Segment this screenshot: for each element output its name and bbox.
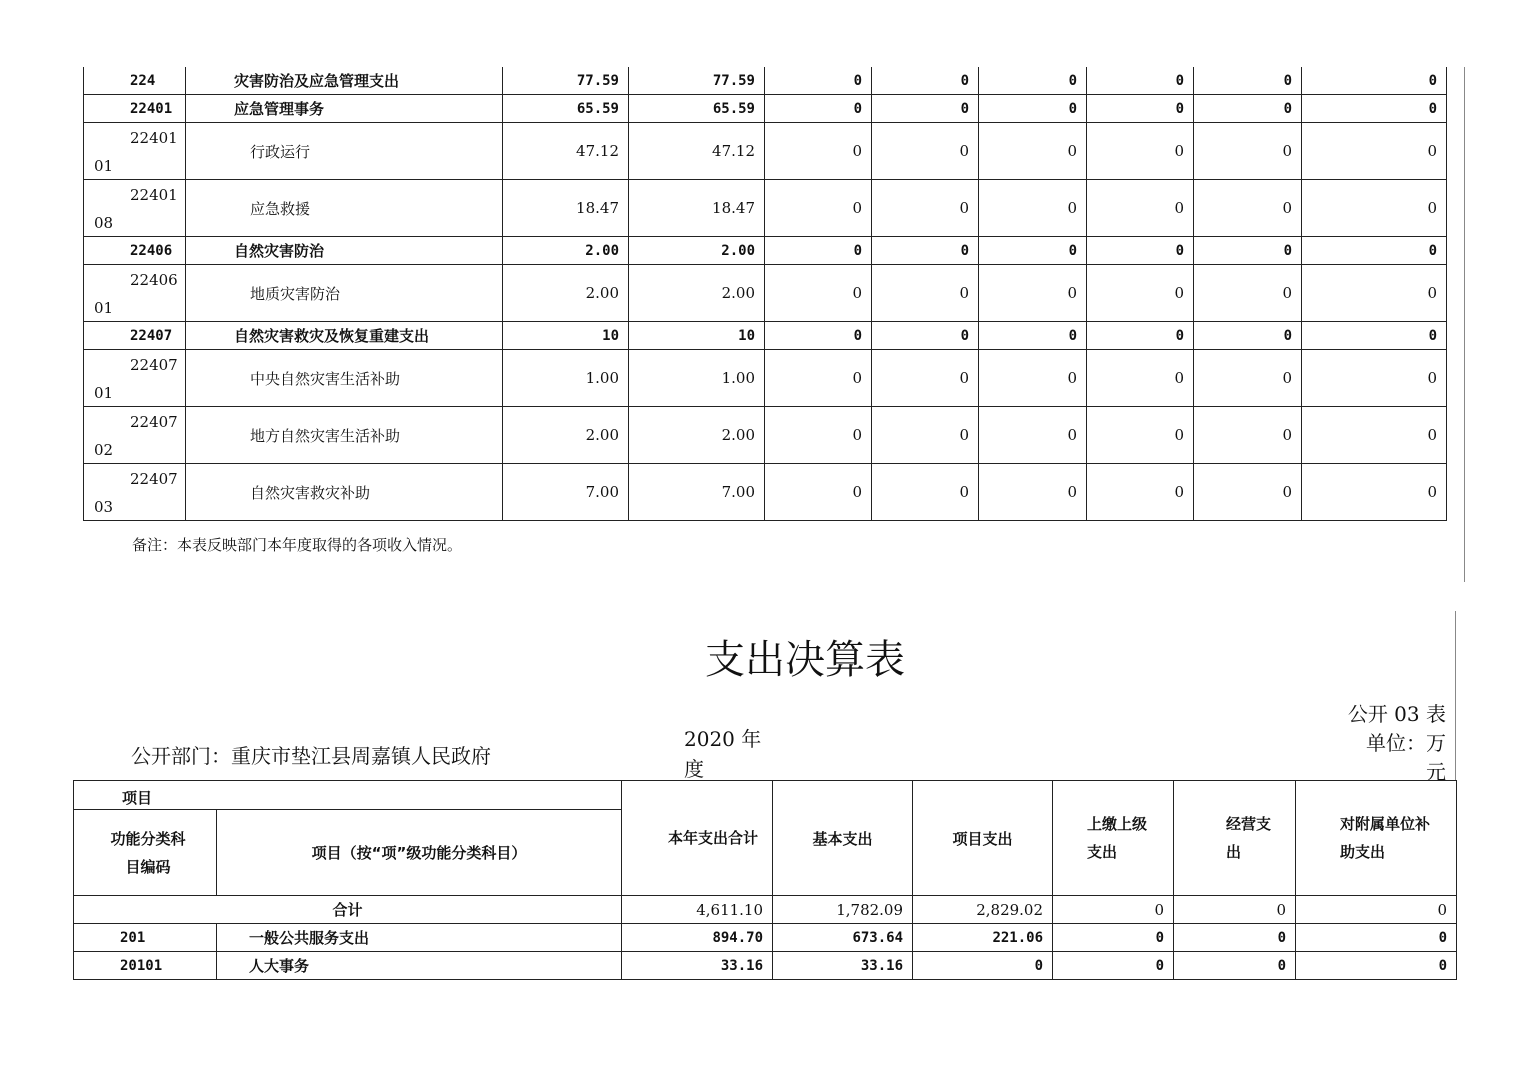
- row-value: 10: [503, 322, 629, 350]
- row-value: 0: [979, 180, 1087, 237]
- row-value: 0: [1174, 924, 1296, 952]
- row-name: 一般公共服务支出: [217, 924, 622, 952]
- row-code: [84, 407, 186, 464]
- row-value: 0: [913, 952, 1053, 980]
- row-value: 0: [1302, 350, 1447, 407]
- row-value: 2.00: [503, 265, 629, 322]
- row-code-suffix: 01: [94, 384, 114, 402]
- row-value: 0: [765, 464, 872, 521]
- row-code-suffix: 08: [94, 214, 114, 232]
- row-value: 2.00: [629, 237, 765, 265]
- header-item: 项目: [74, 781, 622, 810]
- row-name: 人大事务: [217, 952, 622, 980]
- table-row: [74, 924, 1457, 952]
- row-value: 0: [1194, 67, 1302, 95]
- row-value: 65.59: [629, 95, 765, 123]
- row-value: 0: [979, 67, 1087, 95]
- row-value: 673.64: [773, 924, 913, 952]
- row-value: 0: [1087, 95, 1194, 123]
- page-edge-line: [1464, 67, 1465, 582]
- upper-table-body: [84, 67, 1447, 521]
- row-name: 中央自然灾害生活补助: [186, 350, 503, 407]
- header-business-text: 经营支出: [1226, 815, 1272, 861]
- row-value: 0: [979, 350, 1087, 407]
- row-code: 22401: [84, 95, 186, 123]
- row-value: 0: [1194, 95, 1302, 123]
- row-value: 1.00: [503, 350, 629, 407]
- table-row: [74, 952, 1457, 980]
- row-value: 0: [1302, 407, 1447, 464]
- row-code-main: 22407: [130, 356, 178, 374]
- row-value: 0: [1087, 407, 1194, 464]
- row-value: 0: [1174, 952, 1296, 980]
- row-value: 0: [979, 322, 1087, 350]
- row-code: 20101: [74, 952, 217, 980]
- row-value: 0: [1087, 350, 1194, 407]
- row-value: 0: [765, 407, 872, 464]
- row-value: 0: [765, 322, 872, 350]
- row-value: 0: [1296, 924, 1457, 952]
- row-value: 0: [872, 407, 979, 464]
- row-code: [84, 180, 186, 237]
- row-code-main: 22407: [130, 413, 178, 431]
- row-code-suffix: 03: [94, 498, 114, 516]
- row-value: 77.59: [629, 67, 765, 95]
- row-value: 2.00: [629, 407, 765, 464]
- row-value: 0: [979, 237, 1087, 265]
- row-value: 0: [765, 180, 872, 237]
- row-value: 0: [765, 350, 872, 407]
- row-value: 0: [872, 237, 979, 265]
- row-value: 0: [765, 265, 872, 322]
- row-name: 行政运行: [186, 123, 503, 180]
- row-value: 0: [979, 123, 1087, 180]
- row-code-main: 22406: [130, 271, 178, 289]
- table-note: 备注：本表反映部门本年度取得的各项收入情况。: [132, 536, 463, 554]
- total-value: 1,782.09: [773, 896, 913, 924]
- row-value: 0: [1194, 350, 1302, 407]
- row-value: 7.00: [629, 464, 765, 521]
- header-superior-text: 上缴上级支出: [1087, 815, 1148, 861]
- row-code: 22406: [84, 237, 186, 265]
- row-value: 0: [979, 407, 1087, 464]
- row-value: 894.70: [622, 924, 773, 952]
- row-value: 0: [872, 67, 979, 95]
- row-value: 0: [1302, 265, 1447, 322]
- row-value: 0: [1194, 407, 1302, 464]
- row-name: 自然灾害救灾及恢复重建支出: [186, 322, 503, 350]
- row-value: 0: [1087, 180, 1194, 237]
- row-value: 1.00: [629, 350, 765, 407]
- table-row: [84, 350, 1447, 407]
- header-func-code: [74, 810, 217, 896]
- table-row: [84, 237, 1447, 265]
- row-value: 2.00: [629, 265, 765, 322]
- header-subsidy-text: 对附属单位补助支出: [1340, 815, 1431, 861]
- row-value: 0: [1087, 265, 1194, 322]
- row-code: [84, 350, 186, 407]
- row-name: 自然灾害防治: [186, 237, 503, 265]
- header-item-name: 项目（按“项”级功能分类科目）: [217, 810, 622, 896]
- row-value: 0: [1302, 95, 1447, 123]
- header-subsidy: [1296, 781, 1457, 896]
- row-name: 自然灾害救灾补助: [186, 464, 503, 521]
- row-code-main: 22401: [130, 186, 178, 204]
- table-row: [84, 407, 1447, 464]
- header-func-code-text: 功能分类科目编码: [110, 829, 186, 876]
- page-title: 支出决算表: [705, 637, 905, 683]
- row-value: 0: [1087, 123, 1194, 180]
- row-code-suffix: 01: [94, 299, 114, 317]
- row-value: 0: [979, 265, 1087, 322]
- row-value: 0: [979, 95, 1087, 123]
- row-code-suffix: 01: [94, 157, 114, 175]
- row-value: 0: [872, 180, 979, 237]
- row-value: 65.59: [503, 95, 629, 123]
- row-name: 地方自然灾害生活补助: [186, 407, 503, 464]
- row-value: 0: [765, 95, 872, 123]
- row-value: 0: [1194, 464, 1302, 521]
- year-label: 2020 年度: [684, 727, 762, 781]
- row-value: 10: [629, 322, 765, 350]
- row-value: 0: [1302, 322, 1447, 350]
- row-value: 33.16: [622, 952, 773, 980]
- form-info: [1348, 700, 1446, 787]
- row-value: 0: [765, 123, 872, 180]
- row-value: 0: [1194, 237, 1302, 265]
- row-value: 18.47: [629, 180, 765, 237]
- row-code: [84, 265, 186, 322]
- row-value: 0: [872, 95, 979, 123]
- row-value: 0: [1194, 322, 1302, 350]
- row-code-suffix: 02: [94, 441, 114, 459]
- table-row: [84, 95, 1447, 123]
- row-value: 0: [1053, 924, 1174, 952]
- row-value: 0: [1302, 237, 1447, 265]
- total-row: [74, 896, 1457, 924]
- header-total-text: 本年支出合计: [668, 829, 759, 847]
- table-row: [84, 265, 1447, 322]
- table-row: [84, 322, 1447, 350]
- row-value: 0: [1194, 265, 1302, 322]
- row-value: 0: [1194, 180, 1302, 237]
- row-value: 0: [872, 350, 979, 407]
- total-value: 4,611.10: [622, 896, 773, 924]
- department-label: 公开部门：重庆市垫江县周嘉镇人民政府: [131, 744, 491, 768]
- table-row: [84, 180, 1447, 237]
- row-value: 0: [765, 67, 872, 95]
- header-basic: 基本支出: [773, 781, 913, 896]
- row-value: 0: [1087, 464, 1194, 521]
- total-value: 2,829.02: [913, 896, 1053, 924]
- row-name: 地质灾害防治: [186, 265, 503, 322]
- row-code: 22407: [84, 322, 186, 350]
- row-code: [84, 123, 186, 180]
- row-value: 0: [1053, 952, 1174, 980]
- row-value: 0: [1194, 123, 1302, 180]
- row-value: 0: [1087, 322, 1194, 350]
- row-value: 0: [765, 237, 872, 265]
- row-name: 应急救援: [186, 180, 503, 237]
- row-code-main: 22407: [130, 470, 178, 488]
- upper-table: [83, 67, 1447, 521]
- unit-label: 单位：万元: [1366, 731, 1446, 784]
- row-code-main: 22401: [130, 129, 178, 147]
- row-value: 2.00: [503, 237, 629, 265]
- row-value: 0: [872, 322, 979, 350]
- row-value: 18.47: [503, 180, 629, 237]
- row-code: 201: [74, 924, 217, 952]
- total-value: 0: [1053, 896, 1174, 924]
- row-name: 应急管理事务: [186, 95, 503, 123]
- form-number: 公开 03 表: [1347, 702, 1446, 726]
- table-row: [84, 67, 1447, 95]
- row-value: 0: [1302, 123, 1447, 180]
- row-value: 0: [1302, 180, 1447, 237]
- row-code: [84, 464, 186, 521]
- row-value: 0: [872, 265, 979, 322]
- row-value: 47.12: [629, 123, 765, 180]
- header-project: 项目支出: [913, 781, 1053, 896]
- header-business: [1174, 781, 1296, 896]
- row-value: 0: [872, 464, 979, 521]
- row-value: 47.12: [503, 123, 629, 180]
- total-value: 0: [1174, 896, 1296, 924]
- row-value: 0: [1302, 67, 1447, 95]
- header-superior: [1053, 781, 1174, 896]
- total-label: 合计: [74, 896, 622, 924]
- row-value: 0: [979, 464, 1087, 521]
- table-row: [84, 123, 1447, 180]
- row-name: 灾害防治及应急管理支出: [186, 67, 503, 95]
- header-total: [622, 781, 773, 896]
- row-value: 33.16: [773, 952, 913, 980]
- expenditure-table: [73, 780, 1457, 980]
- total-value: 0: [1296, 896, 1457, 924]
- row-value: 0: [872, 123, 979, 180]
- expenditure-table-body: [74, 896, 1457, 980]
- row-code: 224: [84, 67, 186, 95]
- row-value: 0: [1296, 952, 1457, 980]
- row-value: 0: [1087, 237, 1194, 265]
- row-value: 77.59: [503, 67, 629, 95]
- row-value: 221.06: [913, 924, 1053, 952]
- row-value: 0: [1087, 67, 1194, 95]
- row-value: 2.00: [503, 407, 629, 464]
- row-value: 7.00: [503, 464, 629, 521]
- table-row: [84, 464, 1447, 521]
- row-value: 0: [1302, 464, 1447, 521]
